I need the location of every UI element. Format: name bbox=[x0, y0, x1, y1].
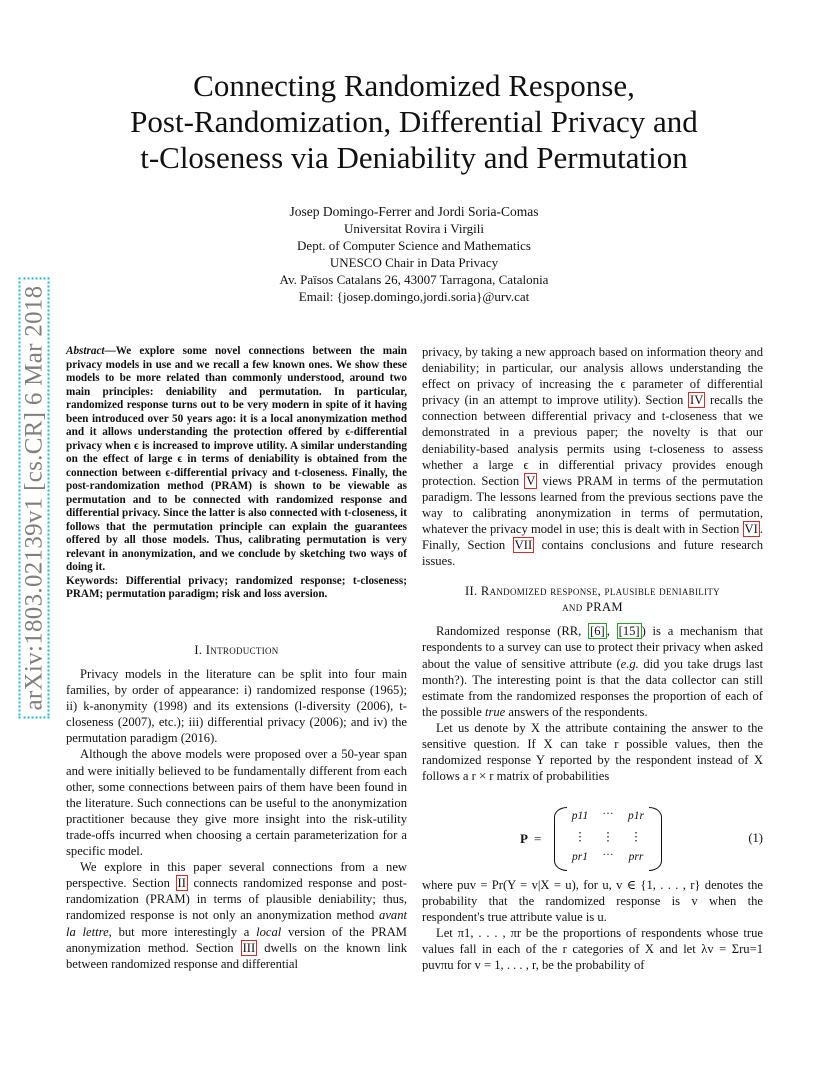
intro-paragraph-1: Privacy models in the literature can be split into four main families, by order of appearance: i) randomized response (1965); ii) k-anonymity (1998) and its extensions (l-diversity (2006), t-closeness (2007), etc.); iii) differential privacy (2006); and iv) the permutation paradigm (2016). bbox=[66, 667, 407, 746]
matrix-cell: ··· bbox=[602, 849, 614, 861]
right-paren bbox=[649, 807, 662, 871]
matrix-cell: ⋮ bbox=[630, 831, 642, 843]
author-names: Josep Domingo-Ferrer and Jordi Soria-Comas bbox=[289, 204, 539, 219]
equation-number: (1) bbox=[748, 831, 763, 845]
section-ref-link[interactable]: IV bbox=[690, 393, 704, 408]
title-line-3: t-Closeness via Deniability and Permutation bbox=[140, 140, 688, 175]
abstract bbox=[66, 345, 407, 602]
introduction-section bbox=[66, 642, 407, 972]
section-ref-link[interactable]: III bbox=[242, 940, 256, 955]
section-heading-randomized-response: II. Randomized response, plausible deniability and PRAM bbox=[465, 584, 720, 615]
keywords: Keywords: Differential privacy; randomized response; t-closeness; PRAM; permutation paradigm; risk and loss aversion. bbox=[66, 574, 407, 600]
abstract-text: —We explore some novel connections between the main privacy models in use and we recall a few known ones. We show these models to be more related than commonly understood, around two main principles: deniability and permutation. In particular, randomized response turns out to be very modern in spite of it having been introduced over 50 years ago: it is a local anonymization method and it allows understanding the protection offered by ϵ-differential privacy when ϵ is increased to improve utility. A similar understanding on the effect of large ϵ in terms of deniability is obtained from the connection between ϵ-differential privacy and t-closeness. Finally, the post-randomization method (PRAM) is shown to be viewable as permutation and to be connected with randomized response and differential privacy. Since the latter is also connected with t-closeness, it follows that the permutation principle can explain the guarantees offered by all those models. Thus, calibrating permutation is very relevant in anonymization, and we conclude by sketching two ways of doing it. bbox=[66, 345, 407, 573]
matrix-cell: ⋮ bbox=[602, 831, 614, 843]
intro-paragraph-2: Although the above models were proposed over a 50-year span and were initially believed to be fundamentally different from each other, some connections between pairs of them have been found in the literature. Such connections can be useful to the anonymization practitioner because they give more insight into the risk-utility trade-offs incurred when choosing a certain parameterization for a specific model. bbox=[66, 747, 407, 859]
matrix-cell: ⋮ bbox=[574, 831, 586, 843]
affiliation-line: UNESCO Chair in Data Privacy bbox=[329, 255, 499, 270]
rr-paragraph: Randomized response (RR, [6] , [15] ) is a mechanism that respondents to a survey can use to protect their privacy when asked about the value of sensitive attribute (e.g. did you take drugs last month?). The interesting point is that the data collector can still estimate from the randomized responses the proportion of each of the possible true answers of the respondents. bbox=[422, 624, 763, 719]
author-email: Email: {josep.domingo,jordi.soria}@urv.cat bbox=[298, 289, 530, 304]
equals-sign: = bbox=[534, 831, 542, 846]
title-line-1: Connecting Randomized Response, bbox=[193, 68, 635, 103]
affiliation-line: Av. Països Catalans 26, 43007 Tarragona, Catalonia bbox=[279, 272, 549, 287]
section-ref-link[interactable]: II bbox=[177, 876, 186, 891]
author-block bbox=[0, 203, 828, 305]
affiliation-line: Universitat Rovira i Virgili bbox=[344, 221, 484, 236]
matrix-cell: p11 bbox=[571, 810, 589, 822]
matrix-cell: prr bbox=[628, 851, 644, 863]
section-ref-link[interactable]: VII bbox=[514, 538, 533, 553]
right-column-bottom bbox=[422, 877, 763, 974]
where-paragraph: where puv = Pr(Y = v|X = u), for u, v ∈ {1, . . . , r} denotes the probability that the randomized response is v when the respondent's true attribute value is u. bbox=[422, 878, 763, 925]
intro-continuation: privacy, by taking a new approach based on information theory and deniability; in particular, our analysis allows understanding the effect on privacy of increasing the ϵ parameter of differential privacy (in an attempt to improve utility). Section IV recalls the connection between differential privacy and t-closeness that we demonstrated in a previous paper; the novelty is that our deniability-based analysis permits using t-closeness to assess whether a large ϵ in differential privacy provides enough protection. Section V views PRAM in terms of the permutation paradigm. The lessons learned from the previous sections pave the way to calibrating anonymization in terms of permutation, whatever the privacy model in use; this is dealt with in Section VI . Finally, Section VII contains conclusions and future research issues. bbox=[422, 345, 764, 569]
citation-link[interactable]: [6] bbox=[590, 624, 605, 639]
matrix-cell: pr1 bbox=[572, 851, 588, 863]
matrix-cell: ··· bbox=[602, 808, 614, 820]
equation-1 bbox=[422, 805, 763, 873]
section-ref-link[interactable]: VI bbox=[744, 522, 758, 537]
paper-title bbox=[0, 68, 828, 176]
intro-paragraph-3: We explore in this paper several connections from a new perspective. Section II connects randomized response and post-randomization (PRAM) in terms of plausible deniability; thus, randomized response is not only an anonymization method avant la lettre, but more interestingly a local version of the PRAM anonymization method. Section III dwells on the known link between randomized response and differential bbox=[66, 860, 407, 971]
probability-matrix bbox=[554, 807, 662, 869]
citation-link[interactable]: [15] bbox=[618, 624, 640, 639]
arxiv-stamp[interactable] bbox=[20, 258, 48, 738]
abstract-lead: Abstract bbox=[66, 345, 105, 357]
section-heading-introduction: I. Introduction bbox=[194, 643, 279, 657]
let-pi-paragraph: Let π1, . . . , πr be the proportions of respondents whose true values fall in each of the r categories of X and let λv = Σru=1 puvπu for v = 1, . . . , r, be the probability of bbox=[422, 926, 763, 973]
right-column-top bbox=[422, 344, 763, 784]
title-line-2: Post-Randomization, Differential Privacy and bbox=[130, 104, 698, 139]
section-ref-link[interactable]: V bbox=[526, 473, 536, 488]
matrix-cell: p1r bbox=[628, 810, 644, 822]
affiliation-line: Dept. of Computer Science and Mathematics bbox=[297, 238, 531, 253]
arxiv-identifier[interactable]: arXiv:1803.02139v1 [cs.CR] 6 Mar 2018 bbox=[19, 278, 50, 719]
matrix-symbol: P bbox=[520, 831, 528, 846]
denote-paragraph: Let us denote by X the attribute containing the answer to the sensitive question. If X can take r possible values, then the randomized response Y reported by the respondent instead of X follows a r × r matrix of probabilities bbox=[422, 720, 763, 784]
